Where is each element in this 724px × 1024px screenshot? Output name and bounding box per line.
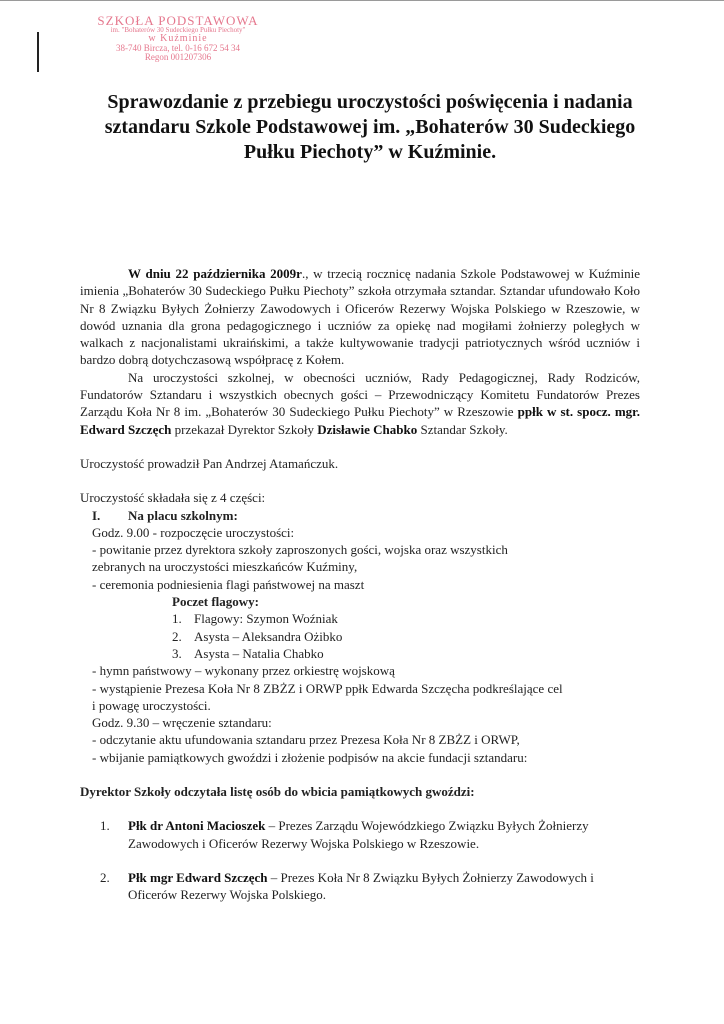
section-line: - hymn państwowy – wykonany przez orkiestrę wojskową (92, 663, 395, 679)
section-number: I. (92, 507, 101, 523)
person-name: Płk dr Antoni Macioszek (128, 818, 266, 834)
stamp-line: w Kuźminie (148, 33, 208, 44)
section-line: - wbijanie pamiątkowych gwoździ i złożenie podpisów na akcie fundacji sztandaru: (92, 749, 528, 765)
ceremony-bold-2: Dzisławie Chabko (317, 421, 418, 437)
section-line: - odczytanie aktu ufundowania sztandaru przez Prezesa Koła Nr 8 ZBŻZ i ORWP, (92, 732, 520, 748)
host-line: Uroczystość prowadził Pan Andrzej Atamańczuk. (80, 455, 339, 471)
section-line: Godz. 9.30 – wręczenie sztandaru: (92, 715, 272, 731)
section-title: Na placu szkolnym: (128, 507, 238, 523)
poczet-heading: Poczet flagowy: (172, 594, 259, 610)
section-line: - powitanie przez dyrektora szkoły zaproszonych gości, wojska oraz wszystkich (92, 542, 508, 558)
stamp-line: SZKOŁA PODSTAWOWA (97, 13, 259, 28)
section-heading (80, 507, 640, 524)
margin-mark (37, 32, 39, 72)
section-line: zebranych na uroczystości mieszkańców Kuźminy, (92, 559, 358, 575)
person-description: – Prezes Zarządu Wojewódzkiego Związku Byłych Żołnierzy Zawodowych i Oficerów Rezerwy Wojska Polskiego w Rzeszowie. (128, 818, 589, 851)
person-item (80, 869, 640, 904)
ceremony-text-2: przekazał Dyrektor Szkoły (171, 421, 318, 437)
ceremony-bold-1: ppłk w st. spocz. mgr. Edward Szczęch (80, 404, 640, 437)
section-line: - ceremonia podniesienia flagi państwowej na maszt (92, 576, 365, 592)
school-stamp (78, 14, 278, 62)
person-number: 1. (100, 818, 110, 834)
section-line: - wystąpienie Prezesa Koła Nr 8 ZBŻZ i ORWP ppłk Edwarda Szczęcha podkreślające cel (92, 680, 563, 696)
poczet-item: 1. Flagowy: Szymon Woźniak (172, 611, 338, 627)
intro-paragraph (80, 265, 640, 369)
ceremony-paragraph (80, 369, 640, 438)
stamp-line: 38-740 Bircza, tel. 0-16 672 54 34 (116, 43, 240, 53)
person-description: – Prezes Koła Nr 8 Związku Byłych Żołnierzy Zawodowych i Oficerów Rezerwy Wojska Polskiego. (128, 869, 594, 903)
person-number: 2. (100, 869, 110, 885)
stamp-line: im. "Bohaterów 30 Sudeckiego Pułku Piechoty" (110, 26, 246, 34)
stamp-line: Regon 001207306 (144, 52, 212, 62)
poczet-item: 3. Asysta – Natalia Chabko (172, 645, 324, 661)
poczet-item: 2. Asysta – Aleksandra Ożibko (172, 628, 343, 644)
ceremony-text-1: Na uroczystości szkolnej, w obecności uczniów, Rady Pedagogicznej, Rady Rodziców, Fundatorów Sztandaru i wszystkich obecnych gości – Przewodniczący Komitetu Fundatorów Prezes Zarządu Koła Nr 8 im. „Bohaterów 30 Sudeckiego Pułku Piechoty” w Rzeszowie (80, 369, 640, 420)
document-body (80, 265, 640, 904)
intro-date: W dniu 22 października 2009r (128, 266, 302, 281)
section-line: Godz. 9.00 - rozpoczęcie uroczystości: (92, 524, 295, 540)
intro-text: ., w trzecią rocznicę nadania Szkole Podstawowej w Kuźminie imienia „Bohaterów 30 Sudeckiego Pułku Piechoty” szkoła otrzymała sztandar. Sztandar ufundowało Koło Nr 8 Związku Byłych Żołnierzy Zawodowych i Oficerów Rezerwy Wojska Polskiego w Rzeszowie, w dowód uznania dla grona pedagogicznego i uczniów za opiekę nad mogiłami żołnierzy poległych w walkach z nacjonalistami ukraińskimi, a także kultywowanie tradycji patriotycznych wśród uczniów i bardzo dobrą dotychczasową współpracę z Kołem. (80, 266, 641, 368)
person-item (80, 817, 640, 852)
top-edge-line (0, 0, 724, 1)
document-title: Sprawozdanie z przebiegu uroczystości poświęcenia i nadania sztandaru Szkole Podstawowej im. „Bohaterów 30 Sudeckiego Pułku Piechoty” w Kuźminie. (104, 91, 636, 163)
parts-intro: Uroczystość składała się z 4 części: (80, 490, 266, 506)
dyrektor-heading: Dyrektor Szkoły odczytała listę osób do wbicia pamiątkowych gwoździ: (80, 784, 475, 800)
section-line: i powagę uroczystości. (92, 697, 211, 713)
ceremony-text-3: Sztandar Szkoły. (417, 421, 508, 437)
person-name: Płk mgr Edward Szczęch (128, 869, 268, 885)
